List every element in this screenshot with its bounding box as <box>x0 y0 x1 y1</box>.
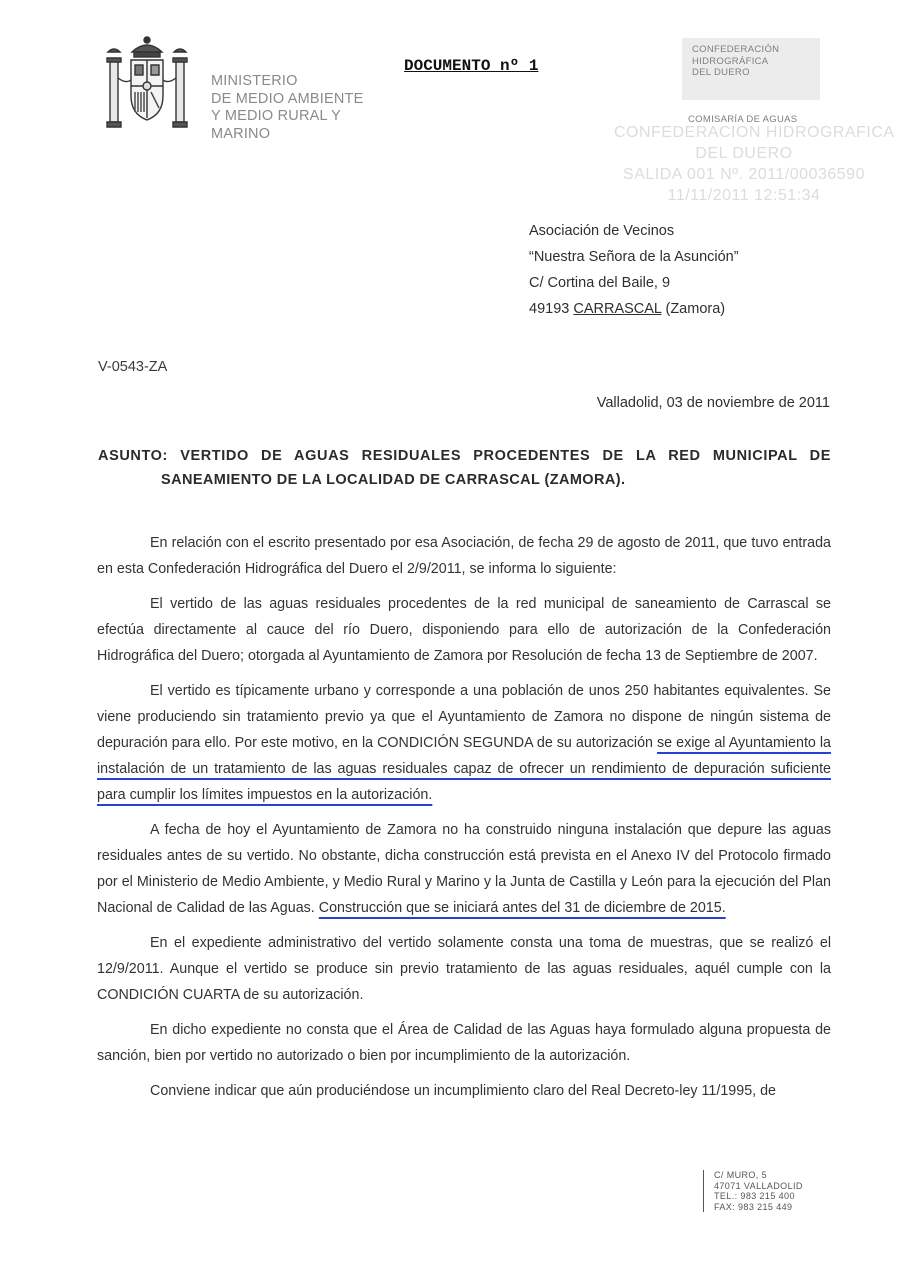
postal-code: 49193 <box>529 301 570 317</box>
paragraph-text: A fecha de hoy el Ayuntamiento de Zamora no ha construido ninguna instalación que depure las aguas residuales antes de su vertido. No obstante, dicha construcción está prevista en el Anexo IV del Protocolo firmado por el Ministerio de Medio Ambiente, y Medio Rural y Marino y la Junta de Castilla y León para la ejecución del Plan Nacional de Calidad de las Aguas. <box>97 822 831 916</box>
footer-line: 47071 VALLADOLID <box>714 1180 803 1191</box>
subject-line: SANEAMIENTO DE LA LOCALIDAD DE CARRASCAL (ZAMORA). <box>161 472 626 488</box>
addressee-line: “Nuestra Señora de la Asunción” <box>529 249 739 265</box>
paragraph: En relación con el escrito presentado por esa Asociación, de fecha 29 de agosto de 2011, que tuvo entrada en esta Confederación Hidrográfica del Duero el 2/9/2011, se informa lo siguiente: <box>97 535 831 577</box>
letter-date: Valladolid, 03 de noviembre de 2011 <box>596 395 830 411</box>
addressee-line: Asociación de Vecinos <box>529 223 675 239</box>
stamp-line: SALIDA 001 Nº. 2011/00036590 <box>623 166 865 183</box>
coat-of-arms-icon <box>102 34 192 134</box>
footer-line: C/ MURO, 5 <box>714 1170 768 1180</box>
paragraph <box>97 678 831 808</box>
subject-line: ASUNTO: VERTIDO DE AGUAS RESIDUALES PROCEDENTES DE LA RED MUNICIPAL DE <box>98 448 831 464</box>
paragraph: El vertido de las aguas residuales procedentes de la red municipal de saneamiento de Carrascal se efectúa directamente al cauce del río Duero, disponiendo para ello de autorización de la Confederación Hidrográfica del Duero; otorgada al Ayuntamiento de Zamora por Resolución de fecha 13 de Septiembre de 2007. <box>97 596 831 664</box>
stamp-line: CONFEDERACION HIDROGRAFICA <box>614 124 895 141</box>
province: (Zamora) <box>665 301 726 317</box>
highlighted-text: se exige al Ayuntamiento la instalación de un tratamiento de las aguas residuales capaz de ofrecer un rendimiento de depuración suficiente para cumplir los límites impuestos en la autorización. <box>97 735 832 803</box>
ministry-line: MARINO <box>211 125 271 142</box>
footer-address <box>703 1170 803 1212</box>
chd-logo-box <box>682 38 820 100</box>
ministry-line: MINISTERIO <box>211 73 298 89</box>
ministry-line: Y MEDIO RURAL Y <box>211 108 342 124</box>
footer-line: FAX: 983 215 449 <box>714 1201 793 1212</box>
footer-line: TEL.: 983 215 400 <box>714 1191 795 1201</box>
comisaria-label: COMISARÍA DE AGUAS <box>688 114 798 125</box>
paragraph <box>97 817 831 921</box>
addressee-line: C/ Cortina del Baile, 9 <box>529 275 671 291</box>
chd-line: DEL DUERO <box>692 67 750 78</box>
registry-stamp <box>614 122 895 206</box>
file-reference: V-0543-ZA <box>98 359 168 375</box>
town: CARRASCAL <box>573 301 662 317</box>
letter-body <box>97 530 831 1113</box>
chd-line: HIDROGRÁFICA <box>692 55 769 67</box>
paragraph: En dicho expediente no consta que el Área de Calidad de las Aguas haya formulado alguna propuesta de sanción, bien por vertido no autorizado o bien por incumplimiento de la autorización. <box>97 1022 831 1064</box>
paragraph-text: El vertido es típicamente urbano y corresponde a una población de unos 250 habitantes equivalentes. Se viene produciendo sin tratamiento previo ya que el Ayuntamiento de Zamora no dispone de ningún sistema de depuración para ello. Por este motivo, en la CONDICIÓN SEGUNDA de su autorización <box>97 683 831 751</box>
stamp-line: DEL DUERO <box>695 145 793 162</box>
addressee-block <box>529 218 739 322</box>
ministry-name <box>211 73 363 143</box>
document-number: DOCUMENTO nº 1 <box>404 57 539 75</box>
addressee-postal-line <box>529 296 739 322</box>
subject <box>98 444 831 492</box>
ministry-line: DE MEDIO AMBIENTE <box>211 90 364 107</box>
paragraph: En el expediente administrativo del vertido solamente consta una toma de muestras, que se realizó el 12/9/2011. Aunque el vertido se produce sin previo tratamiento de las aguas residuales, aquél cumple con la CONDICIÓN CUARTA de su autorización. <box>97 935 831 1003</box>
chd-line: CONFEDERACIÓN <box>692 44 780 55</box>
stamp-line: 11/11/2011 12:51:34 <box>667 187 821 204</box>
highlighted-text: Construcción que se iniciará antes del 31 de diciembre de 2015. <box>318 900 726 916</box>
paragraph: Conviene indicar que aún produciéndose un incumplimiento claro del Real Decreto-ley 11/1995, de <box>150 1083 777 1099</box>
